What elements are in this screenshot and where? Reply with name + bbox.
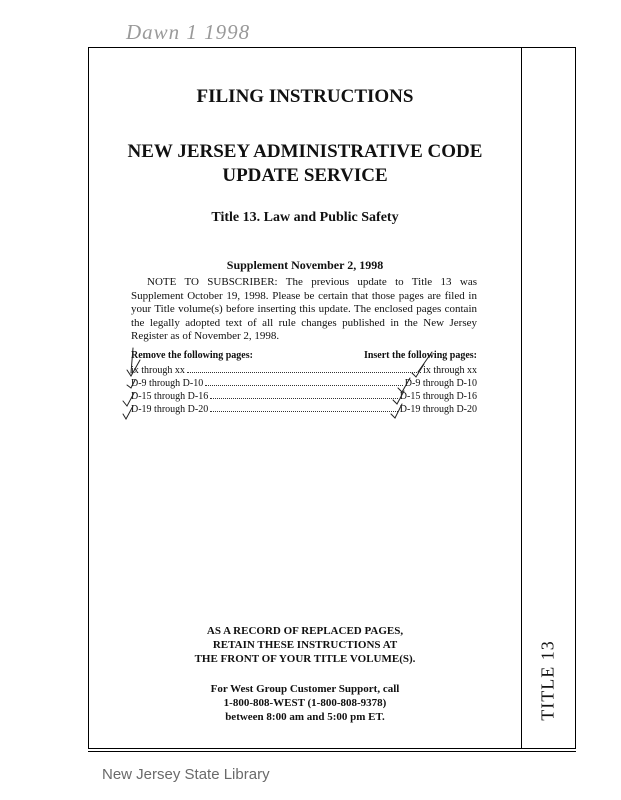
supplement-date: Supplement November 2, 1998 [226, 258, 384, 272]
remove-pages: D-19 through D-20 [131, 404, 209, 415]
title-section: Title 13. Law and Public Safety [211, 210, 399, 225]
insert-pages: D-9 through D-10 [404, 378, 477, 389]
support-phone: 1-800-808-WEST (1-800-808-9378) [223, 697, 387, 709]
dot-leader [210, 411, 398, 412]
page-row [131, 364, 477, 377]
pages-list [131, 364, 477, 416]
title-tab [531, 640, 565, 720]
frame-right-rule [575, 47, 576, 748]
page-row [131, 377, 477, 390]
code-heading-line1: NEW JERSEY ADMINISTRATIVE CODE [127, 141, 483, 162]
record-line: AS A RECORD OF REPLACED PAGES, [206, 625, 404, 637]
insert-pages: D-19 through D-20 [399, 404, 477, 415]
dot-leader [187, 372, 421, 373]
frame-tab-divider [521, 47, 522, 748]
insert-header: Insert the following pages: [363, 350, 477, 361]
page-row [131, 390, 477, 403]
remove-pages: D-9 through D-10 [131, 378, 204, 389]
received-stamp: Dawn 1 1998 [126, 20, 251, 44]
frame-top-rule [88, 47, 576, 48]
page-row [131, 403, 477, 416]
record-line: THE FRONT OF YOUR TITLE VOLUME(S). [194, 653, 416, 665]
remove-pages: D-15 through D-16 [131, 391, 209, 402]
dot-leader [210, 398, 398, 399]
support-line: For West Group Customer Support, call [210, 683, 400, 695]
pages-header [131, 350, 477, 361]
insert-pages: D-15 through D-16 [399, 391, 477, 402]
title-tab-label: TITLE 13 [537, 639, 558, 721]
dot-leader [205, 385, 403, 386]
insert-pages: ix through xx [423, 365, 477, 376]
library-stamp: New Jersey State Library [102, 766, 270, 783]
code-heading [89, 140, 521, 188]
page-title: FILING INSTRUCTIONS [196, 86, 414, 107]
remove-pages: ix through xx [131, 365, 185, 376]
support-hours: between 8:00 am and 5:00 pm ET. [225, 711, 385, 723]
record-notice [89, 624, 521, 666]
frame-bottom-rule-double [88, 751, 576, 752]
code-heading-line2: UPDATE SERVICE [222, 165, 388, 186]
customer-support [89, 682, 521, 724]
subscriber-note: NOTE TO SUBSCRIBER: The previous update to Title 13 was Supplement October 19, 1998. Please be certain that those pages are filed in your Title volume(s) before inserting this update. The enclosed pages contain the legally adopted text of all rule changes published in the New Jersey Register as of November 2, 1998. [131, 276, 477, 342]
record-line: RETAIN THESE INSTRUCTIONS AT [212, 639, 398, 651]
frame-bottom-rule [88, 748, 576, 749]
remove-header: Remove the following pages: [131, 350, 253, 361]
